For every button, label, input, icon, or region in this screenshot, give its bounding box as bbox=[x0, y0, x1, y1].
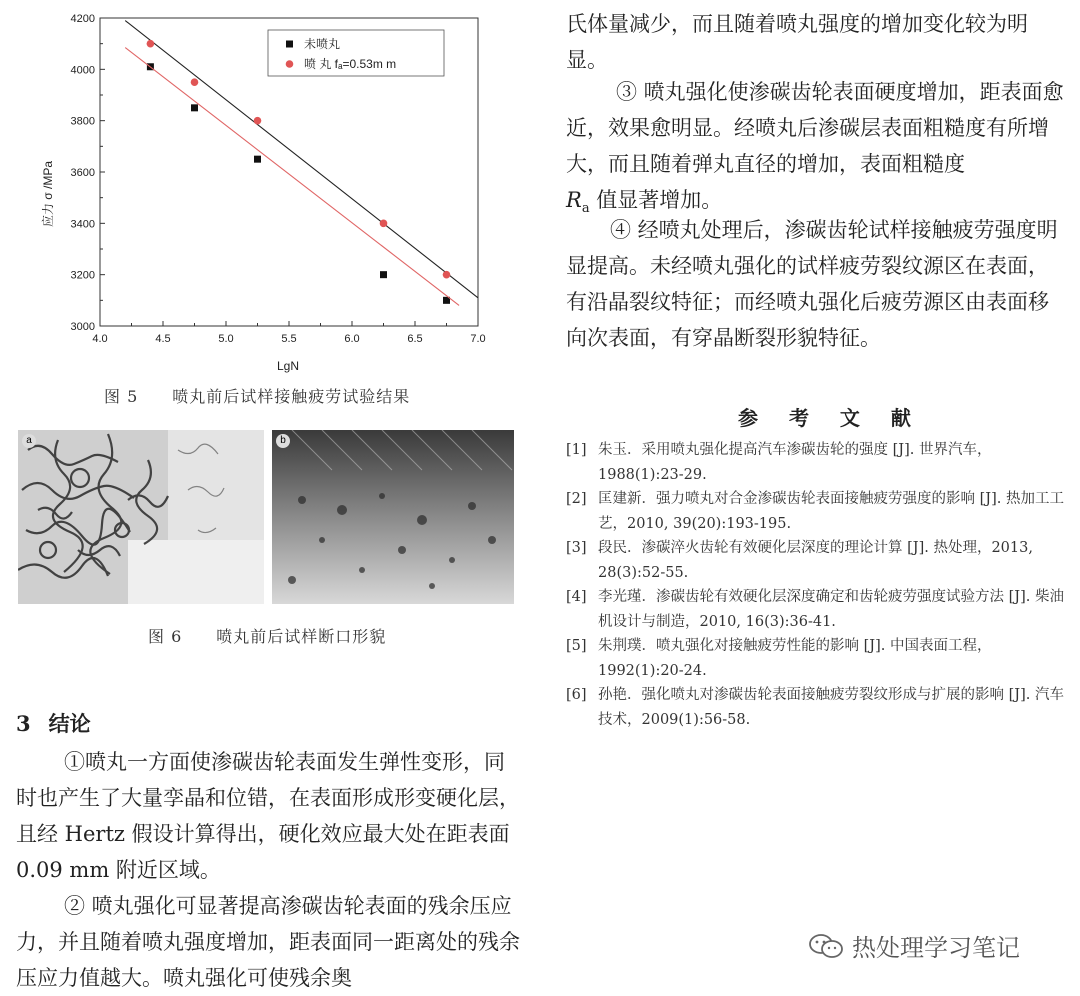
section-number: 3 bbox=[16, 711, 31, 736]
data-point-series-2 bbox=[380, 220, 388, 228]
y-tick-label: 3400 bbox=[70, 218, 95, 231]
watermark-text: 热处理学习笔记 bbox=[852, 934, 1020, 962]
right-text-4: ④ 经喷丸处理后，渗碳齿轮试样接触疲劳强度明显提高。未经喷丸强化的试样疲劳裂纹源区在表面，有沿晶裂纹特征；而经喷丸强化后疲劳源区由表面移向次表面，有穿晶断裂形貌特征。 bbox=[566, 218, 1058, 350]
figure6-caption: 图 6 喷丸前后试样断口形貌 bbox=[148, 627, 387, 646]
legend-marker bbox=[286, 41, 293, 48]
x-tick-label: 4.0 bbox=[92, 333, 108, 345]
micrograph-a-image bbox=[18, 430, 264, 604]
references-list bbox=[566, 438, 1066, 732]
x-tick-label: 7.0 bbox=[470, 333, 486, 345]
micrograph-b-image bbox=[272, 430, 514, 604]
y-tick-label: 3200 bbox=[70, 269, 95, 282]
right-text-1: 氏体量减少，而且随着喷丸强度的增加变化较为明显。 bbox=[566, 12, 1028, 72]
wechat-icon bbox=[808, 933, 844, 959]
data-point-series-2 bbox=[147, 40, 155, 48]
x-tick-label: 4.5 bbox=[155, 333, 171, 345]
conclusion-text-2: ② 喷丸强化可显著提高渗碳齿轮表面的残余压应力，并且随着喷丸强度增加，距表面同一距离处的残余压应力值越大。喷丸强化可使残余奥 bbox=[16, 894, 520, 990]
y-tick-label: 3000 bbox=[70, 321, 95, 333]
x-axis-label: LgN bbox=[276, 359, 300, 373]
reference-item bbox=[566, 683, 1066, 732]
conclusion-paragraph-2 bbox=[16, 888, 522, 996]
right-paragraph-2 bbox=[566, 74, 1066, 227]
ra-subscript: a bbox=[581, 201, 590, 217]
micrograph-b-label: b bbox=[276, 434, 290, 448]
y-tick-label: 4000 bbox=[70, 64, 95, 77]
y-tick-label: 3600 bbox=[70, 167, 95, 179]
x-tick-label: 5.0 bbox=[218, 333, 234, 345]
data-point-series-2 bbox=[191, 78, 199, 86]
data-point-series-1 bbox=[254, 156, 261, 163]
micrograph-a bbox=[18, 430, 264, 604]
data-point-series-1 bbox=[191, 104, 198, 111]
micrograph-a-label: a bbox=[22, 434, 36, 448]
reference-text: 段民．渗碳淬火齿轮有效硬化层深度的理论计算 [J]. 热处理，2013, 28(3):52-55. bbox=[598, 540, 1033, 581]
reference-number: [5] bbox=[566, 638, 587, 654]
conclusion-text-1: ①喷丸一方面使渗碳齿轮表面发生弹性变形，同时也产生了大量孪晶和位错，在表面形成形变硬化层，且经 Hertz 假设计算得出，硬化效应最大处在距表面 0.09 mm 附近区域。 bbox=[16, 750, 520, 882]
reference-item bbox=[566, 634, 1066, 683]
reference-item bbox=[566, 585, 1066, 634]
reference-text: 朱荆璞．喷丸强化对接触疲劳性能的影响 [J]. 中国表面工程，1992(1):20-24. bbox=[598, 638, 992, 679]
y-axis-label: 应力 σ /MPa bbox=[41, 160, 55, 228]
watermark bbox=[808, 928, 1020, 963]
reference-text: 朱玉．采用喷丸强化提高汽车渗碳齿轮的强度 [J]. 世界汽车，1988(1):23-29. bbox=[598, 442, 992, 483]
reference-text: 孙艳．强化喷丸对渗碳齿轮表面接触疲劳裂纹形成与扩展的影响 [J]. 汽车技术，2009(1):56-58. bbox=[598, 687, 1064, 728]
right-paragraph-1 bbox=[566, 6, 1066, 78]
data-point-series-2 bbox=[443, 271, 451, 279]
reference-text: 匡建新．强力喷丸对合金渗碳齿轮表面接触疲劳强度的影响 [J]. 热加工工艺，2010, 39(20):193-195. bbox=[598, 491, 1064, 532]
reference-number: [6] bbox=[566, 687, 587, 703]
legend-label: 喷 丸 fₐ=0.53m m bbox=[304, 57, 397, 71]
reference-number: [1] bbox=[566, 442, 587, 458]
right-text-2: ③ 喷丸强化使渗碳齿轮表面硬度增加，距表面愈近，效果愈明显。经喷丸后渗碳层表面粗糙度有所增大，而且随着弹丸直径的增加，表面粗糙度 bbox=[566, 80, 1064, 176]
fit-line-series-2 bbox=[125, 48, 459, 306]
data-point-series-1 bbox=[380, 271, 387, 278]
data-point-series-2 bbox=[254, 117, 262, 125]
reference-item bbox=[566, 536, 1066, 585]
legend-label: 未喷丸 bbox=[304, 37, 341, 51]
reference-number: [2] bbox=[566, 491, 587, 507]
conclusion-paragraph-1 bbox=[16, 744, 522, 888]
reference-item bbox=[566, 487, 1066, 536]
legend-marker bbox=[286, 60, 294, 68]
right-text-3: 值显著增加。 bbox=[596, 188, 723, 212]
x-tick-label: 6.5 bbox=[407, 333, 423, 345]
ra-symbol: R bbox=[566, 188, 582, 212]
section-title bbox=[16, 708, 91, 738]
micrograph-b bbox=[272, 430, 514, 604]
reference-number: [3] bbox=[566, 540, 587, 556]
section-heading: 结论 bbox=[48, 711, 91, 736]
references-heading: 参 考 文 献 bbox=[738, 406, 923, 430]
y-tick-label: 4200 bbox=[70, 13, 95, 25]
stress-lgn-chart bbox=[30, 6, 500, 376]
reference-number: [4] bbox=[566, 589, 587, 605]
right-paragraph-3 bbox=[566, 212, 1066, 356]
y-tick-label: 3800 bbox=[70, 115, 95, 128]
reference-item bbox=[566, 438, 1066, 487]
figure5-caption: 图 5 喷丸前后试样接触疲劳试验结果 bbox=[104, 387, 411, 406]
reference-text: 李光瑾．渗碳齿轮有效硬化层深度确定和齿轮疲劳强度试验方法 [J]. 柴油机设计与制造，2010, 16(3):36-41. bbox=[598, 589, 1064, 630]
x-tick-label: 6.0 bbox=[344, 333, 360, 345]
x-tick-label: 5.5 bbox=[281, 333, 297, 345]
